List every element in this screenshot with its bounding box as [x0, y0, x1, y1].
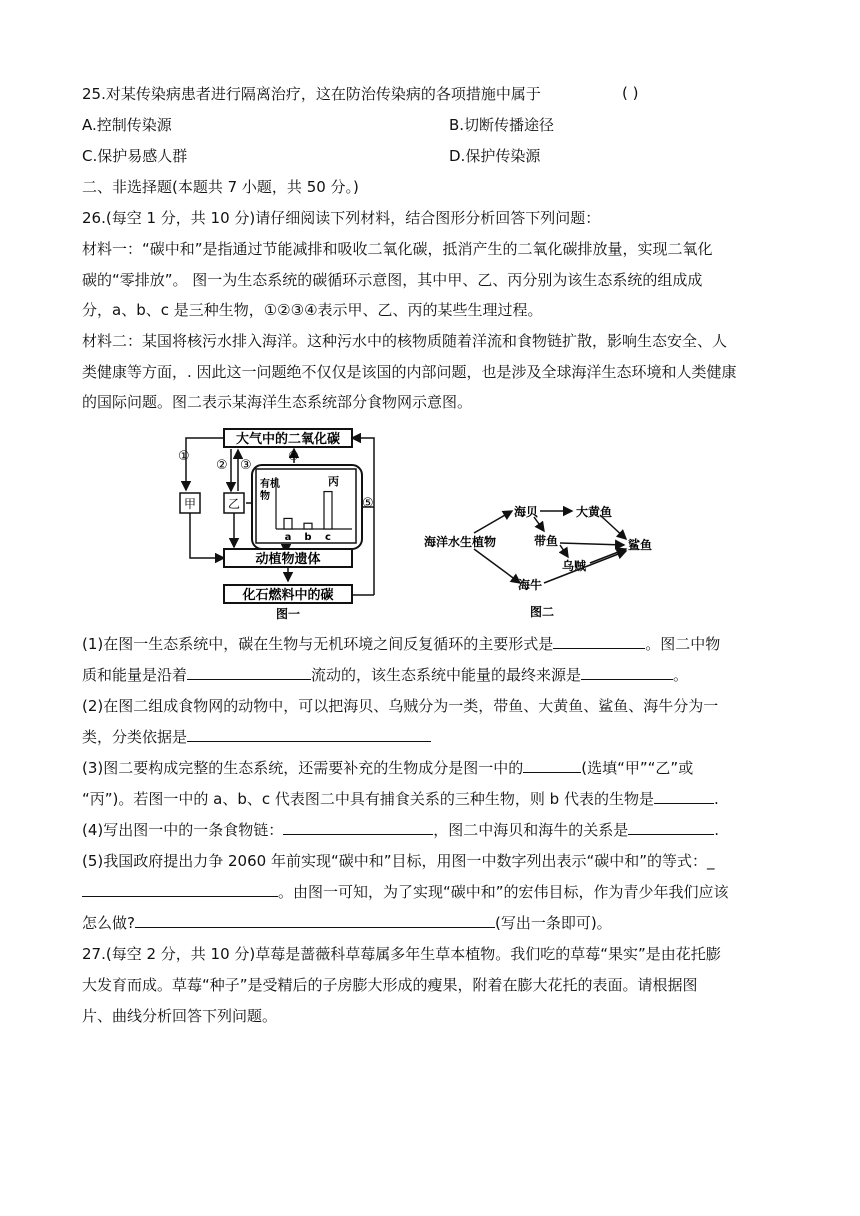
node-shellfish: 海贝 [514, 505, 539, 519]
material1-line2: 碳的“零排放”。 图一为生态系统的碳循环示意图，其中甲、乙、丙分别为该生态系统的组成成 [82, 271, 703, 289]
q26-part1-line1: (1)在图一生态系统中，碳在生物与无机环境之间反复循环的主要形式是 。图二中物 [82, 635, 721, 653]
q26-part2-line2: 类，分类依据是 [82, 727, 431, 747]
answer-blank[interactable] [82, 882, 278, 897]
answer-blank[interactable] [654, 789, 714, 804]
answer-blank[interactable] [187, 665, 311, 680]
q25-option-b[interactable]: B.切断传播途径 [449, 116, 555, 134]
q26-part3-line2: “丙”)。若图一中的 a、b、c 代表图二中具有捕食关系的三种生物，则 b 代表的生物是 . [82, 790, 719, 808]
bar-label-b: b [304, 532, 312, 543]
answer-blank[interactable] [135, 913, 495, 928]
yi-label: 乙 [227, 497, 241, 511]
q26-part5-line3: 怎么做? (写出一条即可)。 [82, 914, 612, 932]
material2-line1: 材料二：某国将核污水排入海洋。这种污水中的核物质随着洋流和食物链扩散，影响生态安全、人 [82, 332, 728, 350]
node-shark: 鲨鱼 [628, 538, 653, 552]
answer-blank[interactable] [283, 820, 433, 835]
bar-b [304, 523, 312, 529]
process-5-label: ⑤ [362, 496, 374, 511]
q26-part3-line1: (3)图二要构成完整的生态系统，还需要补充的生物成分是图一中的 (选填“甲”“乙”或 [82, 759, 694, 777]
q27-line2: 大发育而成。草莓“种子”是受精后的子房膨大形成的瘦果，附着在膨大花托的表面。请根据图 [82, 976, 698, 994]
process-4-label: ④ [288, 449, 299, 463]
figure-2-food-web [420, 495, 690, 620]
q25-option-a[interactable]: A.控制传染源 [82, 116, 172, 134]
q26-part2-line1: (2)在图二组成食物网的动物中，可以把海贝、乌贼分为一类，带鱼、大黄鱼、鲨鱼、海牛分为一 [82, 697, 719, 715]
bar-label-a: a [284, 532, 292, 543]
answer-blank[interactable] [187, 727, 431, 742]
node-croaker: 大黄鱼 [576, 505, 613, 519]
figure-1-carbon-cycle [176, 425, 396, 620]
bar-c [324, 492, 332, 529]
q27-line3: 片、曲线分析回答下列问题。 [82, 1007, 278, 1025]
fossil-label: 化石燃料中的碳 [242, 588, 334, 603]
jia-label: 甲 [183, 497, 197, 511]
q25-answer-paren[interactable]: ( ) [622, 84, 639, 102]
q25-option-c[interactable]: C.保护易感人群 [82, 147, 188, 165]
node-manatee: 海牛 [518, 578, 543, 592]
answer-blank[interactable] [581, 665, 673, 680]
q26-part5-line1: (5)我国政府提出力争 2060 年前实现“碳中和”目标，用图一中数字列出表示“碳中和”的等式：_ [82, 852, 715, 870]
q27-line1: 27.(每空 2 分，共 10 分)草莓是蔷薇科草莓属多年生草本植物。我们吃的草莓“果实”是由花托膨 [82, 945, 721, 963]
remains-label: 动植物遗体 [255, 552, 321, 567]
process-3-label: ③ [240, 458, 252, 473]
figure-1-caption: 图一 [275, 607, 301, 620]
q26-part4: (4)写出图一中的一条食物链： ，图二中海贝和海牛的关系是 . [82, 821, 720, 839]
section-heading: 二、非选择题(本题共 7 小题，共 50 分。) [82, 178, 359, 196]
chart-ylabel: 有机物 [260, 479, 280, 502]
q26-part1-line2: 质和能量是沿着 流动的，该生态系统中能量的最终来源是 。 [82, 666, 689, 684]
material2-line3: 的国际问题。图二表示某海洋生态系统部分食物网示意图。 [82, 393, 473, 411]
q26-intro: 26.(每空 1 分，共 10 分)请仔细阅读下列材料，结合图形分析回答下列问题： [82, 209, 601, 227]
bar-a [284, 518, 292, 529]
node-hairtail: 带鱼 [534, 534, 559, 548]
q26-part5-line2: 。由图一可知，为了实现“碳中和”的宏伟目标，作为青少年我们应该 [82, 882, 729, 902]
node-plant: 海洋水生植物 [424, 535, 497, 549]
q25-stem: 25.对某传染病患者进行隔离治疗，这在防治传染病的各项措施中属于 [82, 85, 541, 103]
answer-blank[interactable] [628, 820, 714, 835]
material1-line1: 材料一：“碳中和”是指通过节能减排和吸收二氧化碳，抵消产生的二氧化碳排放量，实现二氧化 [82, 240, 713, 258]
q25-option-d[interactable]: D.保护传染源 [449, 147, 541, 165]
process-2-label: ② [216, 458, 228, 473]
answer-blank[interactable] [523, 758, 581, 773]
process-1-label: ① [178, 449, 190, 464]
answer-blank[interactable] [553, 634, 645, 649]
material1-line3: 分，a、b、c 是三种生物，①②③④表示甲、乙、丙的某些生理过程。 [82, 301, 543, 319]
material2-line2: 类健康等方面，. 因此这一问题绝不仅仅是该国的内部问题，也是涉及全球海洋生态环境和人类健康 [82, 363, 737, 381]
bar-label-c: c [325, 532, 331, 543]
node-squid: 乌贼 [562, 559, 587, 573]
bing-label: 丙 [328, 475, 339, 488]
figure-2-caption: 图二 [529, 605, 555, 619]
co2-label: 大气中的二氧化碳 [235, 432, 341, 447]
